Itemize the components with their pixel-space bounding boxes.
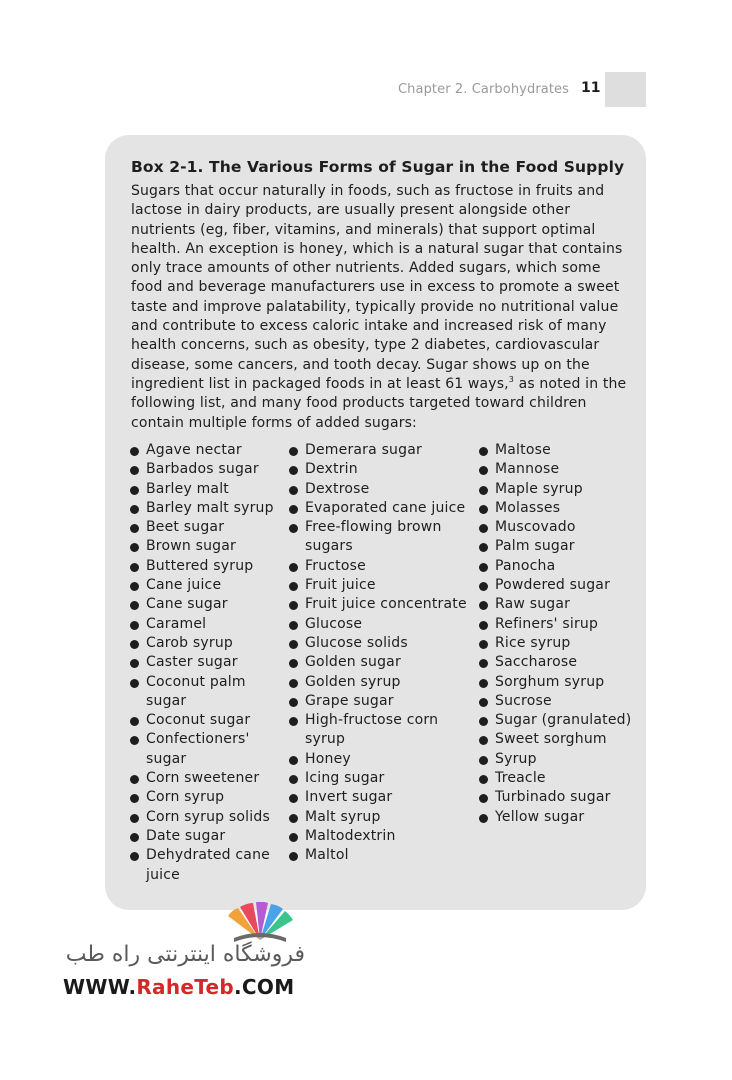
sugar-list-item: Sucrose	[479, 692, 639, 711]
sugar-list-item: Muscovado	[479, 518, 639, 537]
sugar-list-item: Carob syrup	[130, 634, 280, 653]
sugar-list-item: Confectioners' sugar	[130, 730, 280, 769]
book-fan-logo-icon	[220, 902, 300, 944]
sugar-list-item: Caramel	[130, 615, 280, 634]
sugar-list-item: Brown sugar	[130, 537, 280, 556]
sugar-list-item: Glucose	[289, 615, 474, 634]
box-intro-paragraph	[131, 182, 631, 433]
reference-superscript: 3	[508, 374, 514, 384]
sugar-list-item: Agave nectar	[130, 441, 280, 460]
sugar-list-item: Palm sugar	[479, 537, 639, 556]
sugar-list-item: Fruit juice concentrate	[289, 595, 474, 614]
sugar-list-column-1	[130, 441, 280, 885]
sugar-list-item: Syrup	[479, 750, 639, 769]
sugar-list-item: Dehydrated cane juice	[130, 846, 280, 885]
watermark-url	[63, 975, 294, 999]
sugar-list-item: Corn syrup solids	[130, 808, 280, 827]
sugar-list-item: Panocha	[479, 557, 639, 576]
sugar-list-item: Malt syrup	[289, 808, 474, 827]
sugar-list-item: Sugar (granulated)	[479, 711, 639, 730]
watermark	[60, 902, 310, 1002]
sugar-list-item: Date sugar	[130, 827, 280, 846]
sugar-list-item: Buttered syrup	[130, 557, 280, 576]
sugar-list-item: Mannose	[479, 460, 639, 479]
sugar-list-column-2	[289, 441, 474, 866]
sugar-list-item: Invert sugar	[289, 788, 474, 807]
sugar-list-item: Treacle	[479, 769, 639, 788]
watermark-store-name: فروشگاه اینترنتی راه طب	[65, 942, 305, 967]
sugar-list-item: Dextrin	[289, 460, 474, 479]
sugar-list-item: Beet sugar	[130, 518, 280, 537]
sugar-list-item: Barley malt syrup	[130, 499, 280, 518]
sugar-list-item: Golden sugar	[289, 653, 474, 672]
sugar-list-item: Grape sugar	[289, 692, 474, 711]
sugar-list-item: Golden syrup	[289, 673, 474, 692]
sugar-list-item: Dextrose	[289, 480, 474, 499]
box-title: Box 2-1. The Various Forms of Sugar in the Food Supply	[131, 158, 625, 176]
sugar-list-item: Rice syrup	[479, 634, 639, 653]
sugar-list-item: Yellow sugar	[479, 808, 639, 827]
url-prefix: WWW.	[63, 975, 137, 999]
sugar-list-item: Free-flowing brown sugars	[289, 518, 474, 557]
url-brand: RaheTeb	[136, 975, 235, 999]
running-head: Chapter 2. Carbohydrates	[398, 82, 569, 97]
sugar-list-item: Sweet sorghum	[479, 730, 639, 749]
sugar-list-item: Saccharose	[479, 653, 639, 672]
intro-text: Sugars that occur naturally in foods, such as fructose in fruits and lactose in dairy products, are usually present alongside other nutrients (eg, fiber, vitamins, and minerals) that support optimal health. An exception is honey, which is a natural sugar that contains only trace amounts of other nutrients. Added sugars, which some food and beverage manufacturers use in excess to promote a sweet taste and improve palatability, typically provide no nutritional value and contribute to excess caloric intake and increased risk of many health concerns, such as obesity, type 2 diabetes, cardiovascular disease, some cancers, and tooth decay. Sugar shows up on the ingredient list in packaged foods in at least 61 ways,	[131, 183, 623, 392]
sugar-list-item: Icing sugar	[289, 769, 474, 788]
sugar-list-item: Maltodextrin	[289, 827, 474, 846]
sugar-list-item: Fruit juice	[289, 576, 474, 595]
sugar-list-item: High-fructose corn syrup	[289, 711, 474, 750]
sugar-list-item: Barbados sugar	[130, 460, 280, 479]
sugar-list-item: Evaporated cane juice	[289, 499, 474, 518]
sugar-list-item: Sorghum syrup	[479, 673, 639, 692]
sugar-list-item: Corn syrup	[130, 788, 280, 807]
sugar-list-item: Cane sugar	[130, 595, 280, 614]
page-number: 11	[581, 80, 601, 96]
sugar-list-item: Barley malt	[130, 480, 280, 499]
sugar-list-item: Coconut palm sugar	[130, 673, 280, 712]
sugar-list-item: Maple syrup	[479, 480, 639, 499]
sugar-list-item: Cane juice	[130, 576, 280, 595]
sugar-list-column-3	[479, 441, 639, 827]
sugar-list-item: Demerara sugar	[289, 441, 474, 460]
sugar-list-item: Honey	[289, 750, 474, 769]
page-tab-decoration	[605, 72, 646, 107]
sugar-list-item: Caster sugar	[130, 653, 280, 672]
sugar-list-item: Molasses	[479, 499, 639, 518]
sugar-list-item: Refiners' sirup	[479, 615, 639, 634]
url-suffix: .COM	[234, 975, 295, 999]
sugar-list-item: Maltose	[479, 441, 639, 460]
sugar-list-item: Coconut sugar	[130, 711, 280, 730]
sugar-list-item: Corn sweetener	[130, 769, 280, 788]
sugar-list-item: Glucose solids	[289, 634, 474, 653]
sugar-list-item: Raw sugar	[479, 595, 639, 614]
sugar-list-item: Turbinado sugar	[479, 788, 639, 807]
intro-text-continued: as noted in the following list, and many food products targeted toward children contain multiple forms of added sugars:	[131, 375, 627, 431]
sugar-list-item: Fructose	[289, 557, 474, 576]
sugar-list-item: Maltol	[289, 846, 474, 865]
sugar-list-item: Powdered sugar	[479, 576, 639, 595]
